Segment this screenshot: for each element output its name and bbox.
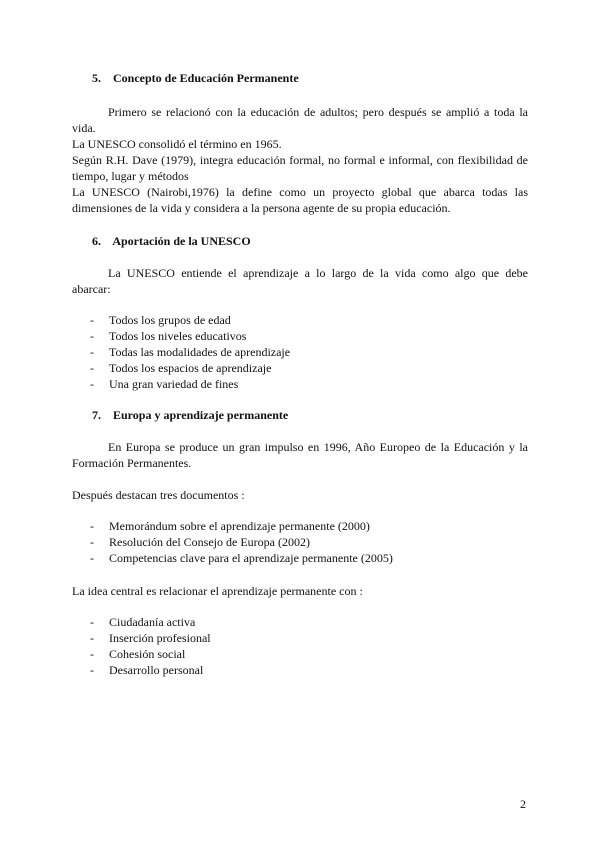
page-number: 2 (520, 797, 526, 811)
list-marker: - (90, 615, 94, 629)
section-6-paragraph-1-line-1: La UNESCO entiende el aprendizaje a lo largo de la vida como algo que debe (108, 266, 528, 280)
section-7-paragraph-1-line-1: En Europa se produce un gran impulso en 1996, Año Europeo de la Educación y la (108, 440, 528, 454)
section-5-paragraph-3-line-1: Según R.H. Dave (1979), integra educación formal, no formal e informal, con flexibilidad de (72, 153, 528, 167)
section-5-paragraph-1-line-1: Primero se relacionó con la educación de adultos; pero después se amplió a toda la (108, 105, 528, 119)
section-5-number: 5. (92, 71, 101, 85)
list-marker: - (90, 329, 94, 343)
list-marker: - (90, 647, 94, 661)
list-marker: - (90, 535, 94, 549)
list-marker: - (90, 519, 94, 533)
section-5-paragraph-4-line-1: La UNESCO (Nairobi,1976) la define como un proyecto global que abarca todas las (72, 185, 528, 199)
section-7-paragraph-2: Después destacan tres documentos : (72, 488, 245, 502)
section-6-title: Aportación de la UNESCO (112, 234, 251, 248)
section-5-title: Concepto de Educación Permanente (113, 71, 299, 85)
list-marker: - (90, 551, 94, 565)
list-marker: - (90, 631, 94, 645)
section-7-paragraph-3: La idea central es relacionar el aprendizaje permanente con : (72, 584, 363, 598)
list-marker: - (90, 345, 94, 359)
section-6-number: 6. (92, 234, 101, 248)
section-7-number: 7. (92, 408, 101, 422)
document-page: 5. Concepto de Educación Permanente Primero se relacionó con la educación de adultos; pero después se amplió a toda la vida. La UNESCO consolidó el término en 1965. Según R.H. Dave (1979), integra educación formal, no formal e informal, con flexibilidad de tiempo, lugar y métodos La UNESCO (Nairobi,1976) la define como un proyecto global que abarca todas las dimensiones de la vida y considera a la persona agente de su propia educación. 6. Aportación de la UNESCO La UNESCO entiende el aprendizaje a lo largo de la vida como algo que debe abarcar: - Todos los grupos de edad - Todos los niveles educativos - Todas las modalidades de aprendizaje - Todos los espacios de aprendizaje - Una gran variedad de fines 7. Europa y aprendizaje permanente En Europa se produce un gran impulso en 1996, Año Europeo de la Educación y la Formación Permanentes. Después destacan tres documentos : - Memorándum sobre el aprendizaje permanente (2000) - Resolución del Consejo de Europa (2002) - Competencias clave para el aprendizaje permanente (2005) La idea central es relacionar el aprendizaje permanente con : - Ciudadanía activa - Inserción profesional - Cohesión social - Desarrollo personal (72, 71, 528, 677)
section-7-paragraph-1-line-2: Formación Permanentes. (72, 456, 192, 470)
section-7-heading (92, 407, 288, 423)
section-5-paragraph-3-line-2: tiempo, lugar y métodos (72, 169, 189, 183)
section-5-paragraph-4-line-2: dimensiones de la vida y considera a la persona agente de su propia educación. (72, 201, 451, 215)
list-marker: - (90, 663, 94, 677)
list-marker: - (90, 377, 94, 391)
section-5-heading (92, 70, 299, 86)
section-7-title: Europa y aprendizaje permanente (113, 408, 289, 422)
section-6-paragraph-1-line-2: abarcar: (72, 282, 111, 296)
list-marker: - (90, 361, 94, 375)
section-5-paragraph-1-line-2: vida. (72, 121, 96, 135)
section-6-heading (92, 233, 251, 249)
section-5-paragraph-2: La UNESCO consolidó el término en 1965. (72, 137, 282, 151)
list-marker: - (90, 313, 94, 327)
